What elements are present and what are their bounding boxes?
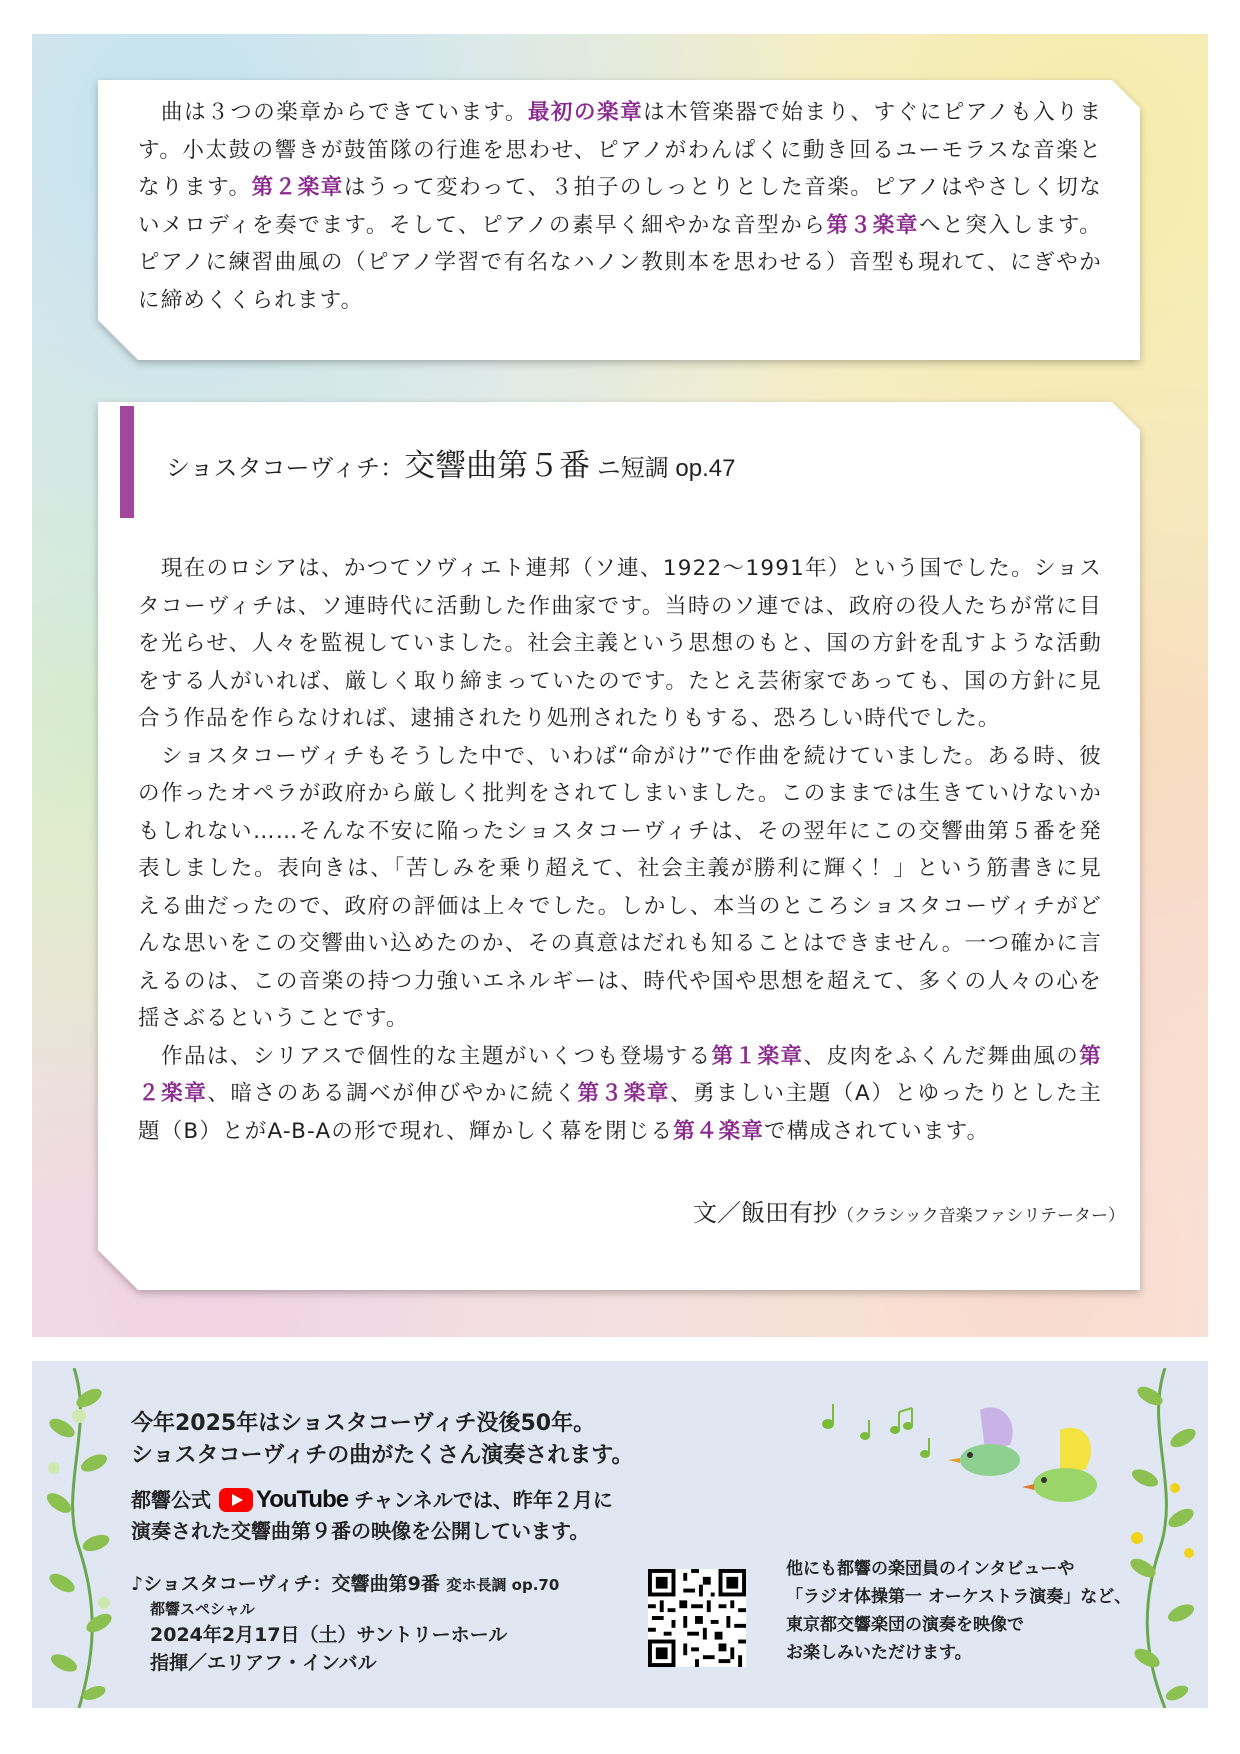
movement-highlight: 第２楽章 — [251, 175, 344, 200]
video-title-main: ♪ショスタコーヴィチ：交響曲第9番 — [131, 1573, 440, 1595]
movement-highlight: 第４楽章 — [673, 1118, 765, 1144]
youtube-word: YouTube — [256, 1485, 349, 1513]
text-run: で構成されています。 — [764, 1118, 990, 1144]
text-run: はうって変わって、３拍子のしっとりとした音楽。ピアノはやさしく切ないメロディを奏でます。そして、ピアノの素早く細やかな音型から — [138, 175, 1102, 238]
info-line-4: 演奏された交響曲第９番の映像を公開しています。 — [131, 1519, 590, 1543]
title-key: ニ短調 op.47 — [590, 455, 736, 482]
movement-highlight: 第１楽章 — [711, 1043, 804, 1069]
author-name: 文／飯田有抄 — [693, 1199, 838, 1227]
video-series: 都響スペシャル — [150, 1600, 255, 1618]
piece-description — [138, 550, 1102, 1150]
youtube-logo[interactable] — [219, 1486, 348, 1514]
text-run: 、暗さのある調べが伸びやかに続く — [207, 1081, 578, 1106]
text-run: ショスタコーヴィチもそうした中で、いわば“命がけ”で作曲を続けていました。ある時、彼の作ったオペラが政府から厳しく批判をされてしまいました。このままでは生きていけないかもしれない……そんな不安に陥ったショスタコーヴィチは、その翌年にこの交響曲第５番を発表しました。表向きは、「苦しみを乗り超えて、社会主義が勝利に輝く！」という筋書きに見える曲だったので、政府の評価は上々でした。しかし、本当のところショスタコーヴィチがどんな思いをこの交響曲い込めたのか、その真意はだれも知ることはできません。一つ確かに言えるのは、この音楽の持つ力強いエネルギーは、時代や国や思想を超えて、多くの人々の心を揺さぶるということです。 — [138, 743, 1102, 1031]
text-run: 、勇ましい主題（A）とゆったりとした主題（B）とがA-B-Aの形で現れ、輝かしく幕を閉じる — [138, 1081, 1102, 1144]
title-accent-bar — [120, 406, 134, 518]
author-role: （クラシック音楽ファシリテーター） — [837, 1206, 1125, 1226]
music-note-icon — [820, 1392, 940, 1462]
youtube-play-icon — [219, 1488, 253, 1512]
qr-code[interactable] — [648, 1569, 746, 1667]
title-work: 交響曲第５番 — [404, 448, 591, 483]
author-signature — [693, 1193, 1125, 1228]
info-line-3-pre: 都響公式 — [131, 1488, 211, 1512]
movement-highlight: 第２楽章 — [138, 1043, 1102, 1106]
body-paragraph — [138, 1038, 1102, 1151]
bird-illustration — [940, 1400, 1115, 1520]
info-line-3-post: チャンネルでは、昨年２月に — [354, 1488, 613, 1512]
text-run: 現在のロシアは、かつてソヴィエト連邦（ソ連、1922～1991年）という国でした。ショスタコーヴィチは、ソ連時代に活動した作曲家です。当時のソ連では、政府の役人たちが常に目を光らせ、人々を監視していました。社会主義という思想のもと、国の方針を乱すような活動をする人がいれば、厳しく取り締まっていたのです。たとえ芸術家であっても、国の方針に見合う作品を作らなければ、逮捕されたり処刑されたりもする、恐ろしい時代でした。 — [138, 556, 1102, 731]
info-right-line: 「ラジオ体操第一 オーケストラ演奏」など、 — [786, 1587, 1132, 1607]
video-title — [131, 1569, 559, 1596]
text-run: へと突入します。ピアノに練習曲風の（ピアノ学習で有名なハノン教則本を思わせる）音型も現れて、にぎやかに締めくくられます。 — [138, 212, 1102, 313]
vine-leaves-decoration — [34, 1368, 129, 1708]
movement-highlight: 最初の楽章 — [527, 100, 644, 125]
info-right-line: 他にも都響の楽団員のインタビューや — [786, 1559, 1075, 1579]
text-run: は木管楽器で始まり、すぐにピアノも入ります。小太鼓の響きが鼓笛隊の行進を思わせ、ピアノがわんぱくに動き回るユーモラスな音楽となります。 — [138, 100, 1102, 200]
movement-highlight: 第３楽章 — [577, 1081, 670, 1106]
text-run: 曲は３つの楽章からできています。 — [138, 100, 528, 125]
piece-title — [166, 440, 736, 485]
intro-paragraph — [138, 94, 1102, 319]
text-run: 作品は、シリアスで個性的な主題がいくつも登場する — [138, 1043, 712, 1069]
piece-card — [98, 402, 1140, 1290]
text-run: 、皮肉をふくんだ舞曲風の — [803, 1043, 1080, 1069]
title-composer: ショスタコーヴィチ： — [166, 455, 405, 482]
video-key: 変ホ長調 op.70 — [446, 1576, 560, 1594]
info-right-text — [786, 1555, 1131, 1667]
info-line-1: 今年2025年はショスタコーヴィチ没後50年。 — [131, 1411, 596, 1436]
info-line-3 — [131, 1484, 613, 1516]
info-right-line: お楽しみいただけます。 — [786, 1643, 972, 1663]
info-right-line: 東京都交響楽団の演奏を映像で — [786, 1615, 1024, 1635]
intro-card — [98, 80, 1140, 360]
video-date: 2024年2月17日（土）サントリーホール — [150, 1624, 508, 1646]
body-paragraph — [138, 550, 1102, 738]
movement-highlight: 第３楽章 — [826, 212, 920, 238]
body-paragraph — [138, 738, 1102, 1038]
info-line-2: ショスタコーヴィチの曲がたくさん演奏されます。 — [131, 1443, 634, 1468]
video-conductor: 指揮／エリアフ・インバル — [150, 1652, 377, 1674]
